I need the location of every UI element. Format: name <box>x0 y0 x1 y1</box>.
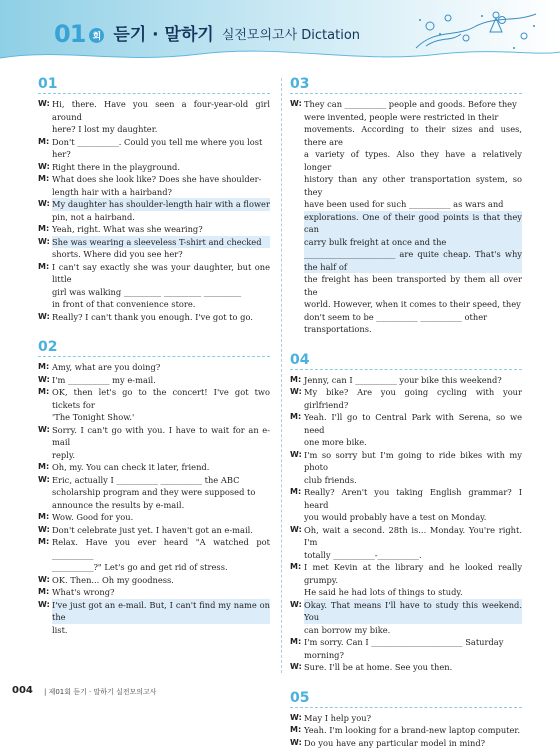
question-04 <box>290 352 522 674</box>
line-text: Yeah. I'm looking for a brand-new laptop computer. <box>304 724 522 737</box>
speaker-label: W: <box>38 474 52 487</box>
line-text: I can't say exactly she was your daughter, but one little <box>52 261 270 286</box>
highlighted-text: She was wearing a sleeveless T-shirt and checked <box>52 236 270 249</box>
line-text: Eric, actually I __________ __________ the ABC <box>52 474 270 487</box>
dialogue-line <box>38 374 270 387</box>
speaker-label <box>290 586 304 599</box>
line-text: girl was walking _________ _________ _________ <box>52 286 270 299</box>
speaker-label <box>290 248 304 273</box>
line-text: morning? <box>304 649 522 662</box>
line-text: world. However, when it comes to their speed, they <box>304 298 522 311</box>
speaker-label: M: <box>38 511 52 524</box>
question-number: 01 <box>38 76 270 92</box>
speaker-label: M: <box>290 724 304 737</box>
line-text: Wow. Good for you. <box>52 511 270 524</box>
speaker-label <box>38 148 52 161</box>
dialogue-line <box>290 712 522 725</box>
line-text: shorts. Where did you see her? <box>52 248 270 261</box>
line-text: Jenny, can I __________ your bike this weekend? <box>304 374 522 387</box>
dialogue-line <box>290 386 522 411</box>
line-text: club friends. <box>304 474 522 487</box>
speaker-label: M: <box>290 411 304 436</box>
page-number: 004 <box>12 685 33 696</box>
dialogue-line <box>38 98 270 123</box>
dialogue-line <box>290 524 522 549</box>
footer-text: | 제01회 듣기 · 말하기 실전모의고사 <box>44 687 157 697</box>
line-text: Right there in the playground. <box>52 161 270 174</box>
dialogue-line <box>290 211 522 236</box>
dialogue-line <box>38 586 270 599</box>
line-text: in front of that convenience store. <box>52 298 270 311</box>
speaker-label <box>38 499 52 512</box>
line-text: transportations. <box>304 323 522 336</box>
dialogue-line <box>38 424 270 449</box>
dialogue-line <box>38 198 270 211</box>
line-text: have been used for such __________ as wars and <box>304 198 522 211</box>
dialogue-line <box>290 98 522 111</box>
speaker-label <box>290 198 304 211</box>
line-text: What does she look like? Does she have shoulder- <box>52 173 270 186</box>
highlighted-text: I've just got an e-mail. But, I can't find my name on the <box>52 599 270 624</box>
dialogue-line <box>38 561 270 574</box>
speaker-label: M: <box>38 386 52 411</box>
dialogue-line <box>290 486 522 511</box>
speaker-label: M: <box>38 586 52 599</box>
dialogue-line <box>290 111 522 124</box>
dialogue-line <box>38 236 270 249</box>
line-text: He said he had lots of things to study. <box>304 586 522 599</box>
speaker-label: W: <box>290 599 304 624</box>
dialogue <box>290 374 522 674</box>
line-text: Really? I can't thank you enough. I've got to go. <box>52 311 270 324</box>
dialogue-line <box>38 411 270 424</box>
line-text: Yeah. I'll go to Central Park with Serena, so we need <box>304 411 522 436</box>
speaker-label: W: <box>38 236 52 249</box>
line-text: length hair with a hairband? <box>52 186 270 199</box>
highlighted-text: explorations. One of their good points is that they can <box>304 211 522 236</box>
speaker-label: M: <box>38 461 52 474</box>
speaker-label: W: <box>38 311 52 324</box>
line-text: Don't celebrate just yet. I haven't got an e-mail. <box>52 524 270 537</box>
question-02 <box>38 339 270 636</box>
line-text: OK. Then... Oh my goodness. <box>52 574 270 587</box>
dialogue-line <box>290 148 522 173</box>
question-number: 03 <box>290 76 522 92</box>
dialogue-line <box>290 549 522 562</box>
speaker-label: W: <box>290 661 304 674</box>
dialogue <box>290 712 522 749</box>
speaker-label: M: <box>290 561 304 586</box>
speaker-label: W: <box>38 98 52 123</box>
speaker-label <box>38 486 52 499</box>
dialogue-line <box>38 298 270 311</box>
line-text: were invented, people were restricted in their <box>304 111 522 124</box>
girl-flowers-illustration <box>406 8 546 58</box>
speaker-label: M: <box>290 374 304 387</box>
dialogue-line <box>290 599 522 624</box>
line-text: Relax. Have you ever heard "A watched pot __________ <box>52 536 270 561</box>
speaker-label <box>290 298 304 311</box>
dialogue-line <box>290 273 522 298</box>
line-text: history than any other transportation system, so they <box>304 173 522 198</box>
speaker-label <box>290 549 304 562</box>
dialogue-line <box>290 173 522 198</box>
dialogue-line <box>290 737 522 749</box>
speaker-label <box>290 173 304 198</box>
speaker-label: W: <box>290 524 304 549</box>
dialogue-line <box>38 486 270 499</box>
dialogue-line <box>290 649 522 662</box>
speaker-label <box>38 624 52 637</box>
question-number: 04 <box>290 352 522 368</box>
speaker-label <box>38 286 52 299</box>
test-round-badge: 회 <box>89 28 104 43</box>
line-text: Don't __________. Could you tell me where you lost <box>52 136 270 149</box>
dialogue-line <box>290 511 522 524</box>
speaker-label: M: <box>290 486 304 511</box>
speaker-label <box>38 298 52 311</box>
line-text: 'The Tonight Show.' <box>52 411 270 424</box>
line-text: My bike? Are you going cycling with your girlfriend? <box>304 386 522 411</box>
question-03 <box>290 76 522 336</box>
line-text: reply. <box>52 449 270 462</box>
line-text: I'm so sorry but I'm going to ride bikes with my photo <box>304 449 522 474</box>
title-main: 듣기 · 말하기 <box>113 24 213 46</box>
question-number: 05 <box>290 690 522 706</box>
line-text: Yeah, right. What was she wearing? <box>52 223 270 236</box>
dialogue-line <box>38 474 270 487</box>
dialogue-line <box>290 123 522 148</box>
dialogue <box>38 361 270 636</box>
dialogue <box>290 98 522 336</box>
speaker-label <box>38 186 52 199</box>
line-text: pin, not a hairband. <box>52 211 270 224</box>
dialogue-line <box>38 386 270 411</box>
speaker-label <box>290 511 304 524</box>
line-text: Amy, what are you doing? <box>52 361 270 374</box>
dialogue-line <box>38 524 270 537</box>
line-text: one more bike. <box>304 436 522 449</box>
line-text: May I help you? <box>304 712 522 725</box>
speaker-label <box>290 211 304 236</box>
speaker-label <box>38 211 52 224</box>
dialogue-line <box>290 248 522 273</box>
speaker-label <box>290 474 304 487</box>
speaker-label <box>290 273 304 298</box>
dialogue-line <box>290 561 522 586</box>
speaker-label: W: <box>290 737 304 749</box>
speaker-label: M: <box>38 223 52 236</box>
question-rule <box>38 93 270 94</box>
line-text: you would probably have a test on Monday. <box>304 511 522 524</box>
line-text: announce the results by e-mail. <box>52 499 270 512</box>
line-text: the freight has been transported by them all over the <box>304 273 522 298</box>
question-number: 02 <box>38 339 270 355</box>
line-text: list. <box>52 624 270 637</box>
dialogue-line <box>290 724 522 737</box>
dialogue-line <box>38 599 270 624</box>
dialogue-line <box>38 624 270 637</box>
speaker-label: M: <box>38 536 52 561</box>
speaker-label <box>38 248 52 261</box>
line-text: I'm __________ my e-mail. <box>52 374 270 387</box>
dialogue-line <box>290 474 522 487</box>
line-text: her? <box>52 148 270 161</box>
line-text: Sorry. I can't go with you. I have to wait for an e-mail <box>52 424 270 449</box>
title-sub: 실전모의고사 Dictation <box>222 26 360 46</box>
line-text: Hi, there. Have you seen a four-year-old girl around <box>52 98 270 123</box>
line-text: Do you have any particular model in mind? <box>304 737 522 749</box>
line-text: I'm sorry. Can I ______________________ Saturday <box>304 636 522 649</box>
speaker-label <box>290 323 304 336</box>
dialogue-line <box>38 211 270 224</box>
line-text: OK, then let's go to the concert! I've got two tickets for <box>52 386 270 411</box>
dialogue-line <box>38 173 270 186</box>
speaker-label: M: <box>290 636 304 649</box>
dialogue-line <box>290 198 522 211</box>
speaker-label: W: <box>38 599 52 624</box>
column-divider <box>281 78 282 673</box>
dialogue-line <box>38 136 270 149</box>
dialogue-line <box>38 499 270 512</box>
speaker-label: W: <box>38 424 52 449</box>
dialogue-line <box>38 286 270 299</box>
dialogue-line <box>38 536 270 561</box>
speaker-label <box>290 311 304 324</box>
speaker-label <box>290 436 304 449</box>
dialogue-line <box>38 223 270 236</box>
line-text: What's wrong? <box>52 586 270 599</box>
highlighted-text: carry bulk freight at once and the <box>304 236 522 249</box>
dialogue-line <box>290 411 522 436</box>
dialogue-line <box>38 361 270 374</box>
dialogue-line <box>38 186 270 199</box>
dialogue-line <box>38 148 270 161</box>
dialogue-line <box>290 298 522 311</box>
dialogue-line <box>290 586 522 599</box>
right-column <box>290 70 522 749</box>
line-text: __________?" Let's go and get rid of stress. <box>52 561 270 574</box>
line-text: Oh, wait a second. 28th is... Monday. You're right. I'm <box>304 524 522 549</box>
line-text: Really? Aren't you taking English grammar? I heard <box>304 486 522 511</box>
speaker-label: W: <box>290 386 304 411</box>
dialogue-line <box>290 436 522 449</box>
speaker-label <box>290 111 304 124</box>
left-column <box>38 70 270 636</box>
dialogue-line <box>290 449 522 474</box>
page-footer <box>0 682 560 700</box>
dialogue-line <box>38 511 270 524</box>
page-title <box>54 22 360 46</box>
dialogue-line <box>290 311 522 324</box>
speaker-label <box>290 148 304 173</box>
speaker-label <box>290 624 304 637</box>
speaker-label: M: <box>38 361 52 374</box>
dialogue-line <box>38 123 270 136</box>
question-rule <box>290 707 522 708</box>
speaker-label: M: <box>38 136 52 149</box>
speaker-label <box>38 123 52 136</box>
line-text: don't seem to be __________ __________ other <box>304 311 522 324</box>
line-text: here? I lost my daughter. <box>52 123 270 136</box>
line-text: can borrow my bike. <box>304 624 522 637</box>
line-text: I met Kevin at the library and he looked really grumpy. <box>304 561 522 586</box>
question-rule <box>290 369 522 370</box>
speaker-label <box>38 411 52 424</box>
test-number: 01 <box>54 22 85 46</box>
speaker-label: W: <box>38 374 52 387</box>
question-rule <box>38 356 270 357</box>
line-text: Oh, my. You can check it later, friend. <box>52 461 270 474</box>
speaker-label: M: <box>38 261 52 286</box>
question-rule <box>290 93 522 94</box>
dialogue-line <box>38 161 270 174</box>
speaker-label <box>38 449 52 462</box>
highlighted-text: ______________________ are quite cheap. That's why the half of <box>304 248 522 273</box>
question-01 <box>38 76 270 323</box>
dialogue-line <box>38 461 270 474</box>
dialogue-line <box>290 323 522 336</box>
line-text: scholarship program and they were supposed to <box>52 486 270 499</box>
speaker-label: M: <box>38 173 52 186</box>
dialogue-line <box>38 574 270 587</box>
dialogue-line <box>38 311 270 324</box>
speaker-label <box>290 649 304 662</box>
highlighted-text: My daughter has shoulder-length hair with a flower <box>52 198 270 211</box>
dialogue-line <box>290 236 522 249</box>
highlighted-text: Okay. That means I'll have to study this weekend. You <box>304 599 522 624</box>
speaker-label: W: <box>38 574 52 587</box>
dialogue-line <box>38 248 270 261</box>
dialogue-line <box>290 636 522 649</box>
line-text: movements. According to their sizes and uses, there are <box>304 123 522 148</box>
speaker-label <box>290 123 304 148</box>
dialogue-line <box>290 374 522 387</box>
speaker-label: W: <box>38 161 52 174</box>
line-text: Sure. I'll be at home. See you then. <box>304 661 522 674</box>
dialogue-line <box>290 661 522 674</box>
speaker-label: W: <box>290 712 304 725</box>
line-text: They can __________ people and goods. Before they <box>304 98 522 111</box>
dialogue-line <box>38 261 270 286</box>
speaker-label <box>38 561 52 574</box>
line-text: a variety of types. Also they have a relatively longer <box>304 148 522 173</box>
speaker-label: W: <box>290 449 304 474</box>
line-text: totally __________-__________. <box>304 549 522 562</box>
dialogue-line <box>290 624 522 637</box>
speaker-label: W: <box>290 98 304 111</box>
speaker-label: W: <box>38 524 52 537</box>
dialogue-line <box>38 449 270 462</box>
speaker-label <box>290 236 304 249</box>
speaker-label: W: <box>38 198 52 211</box>
dialogue <box>38 98 270 323</box>
